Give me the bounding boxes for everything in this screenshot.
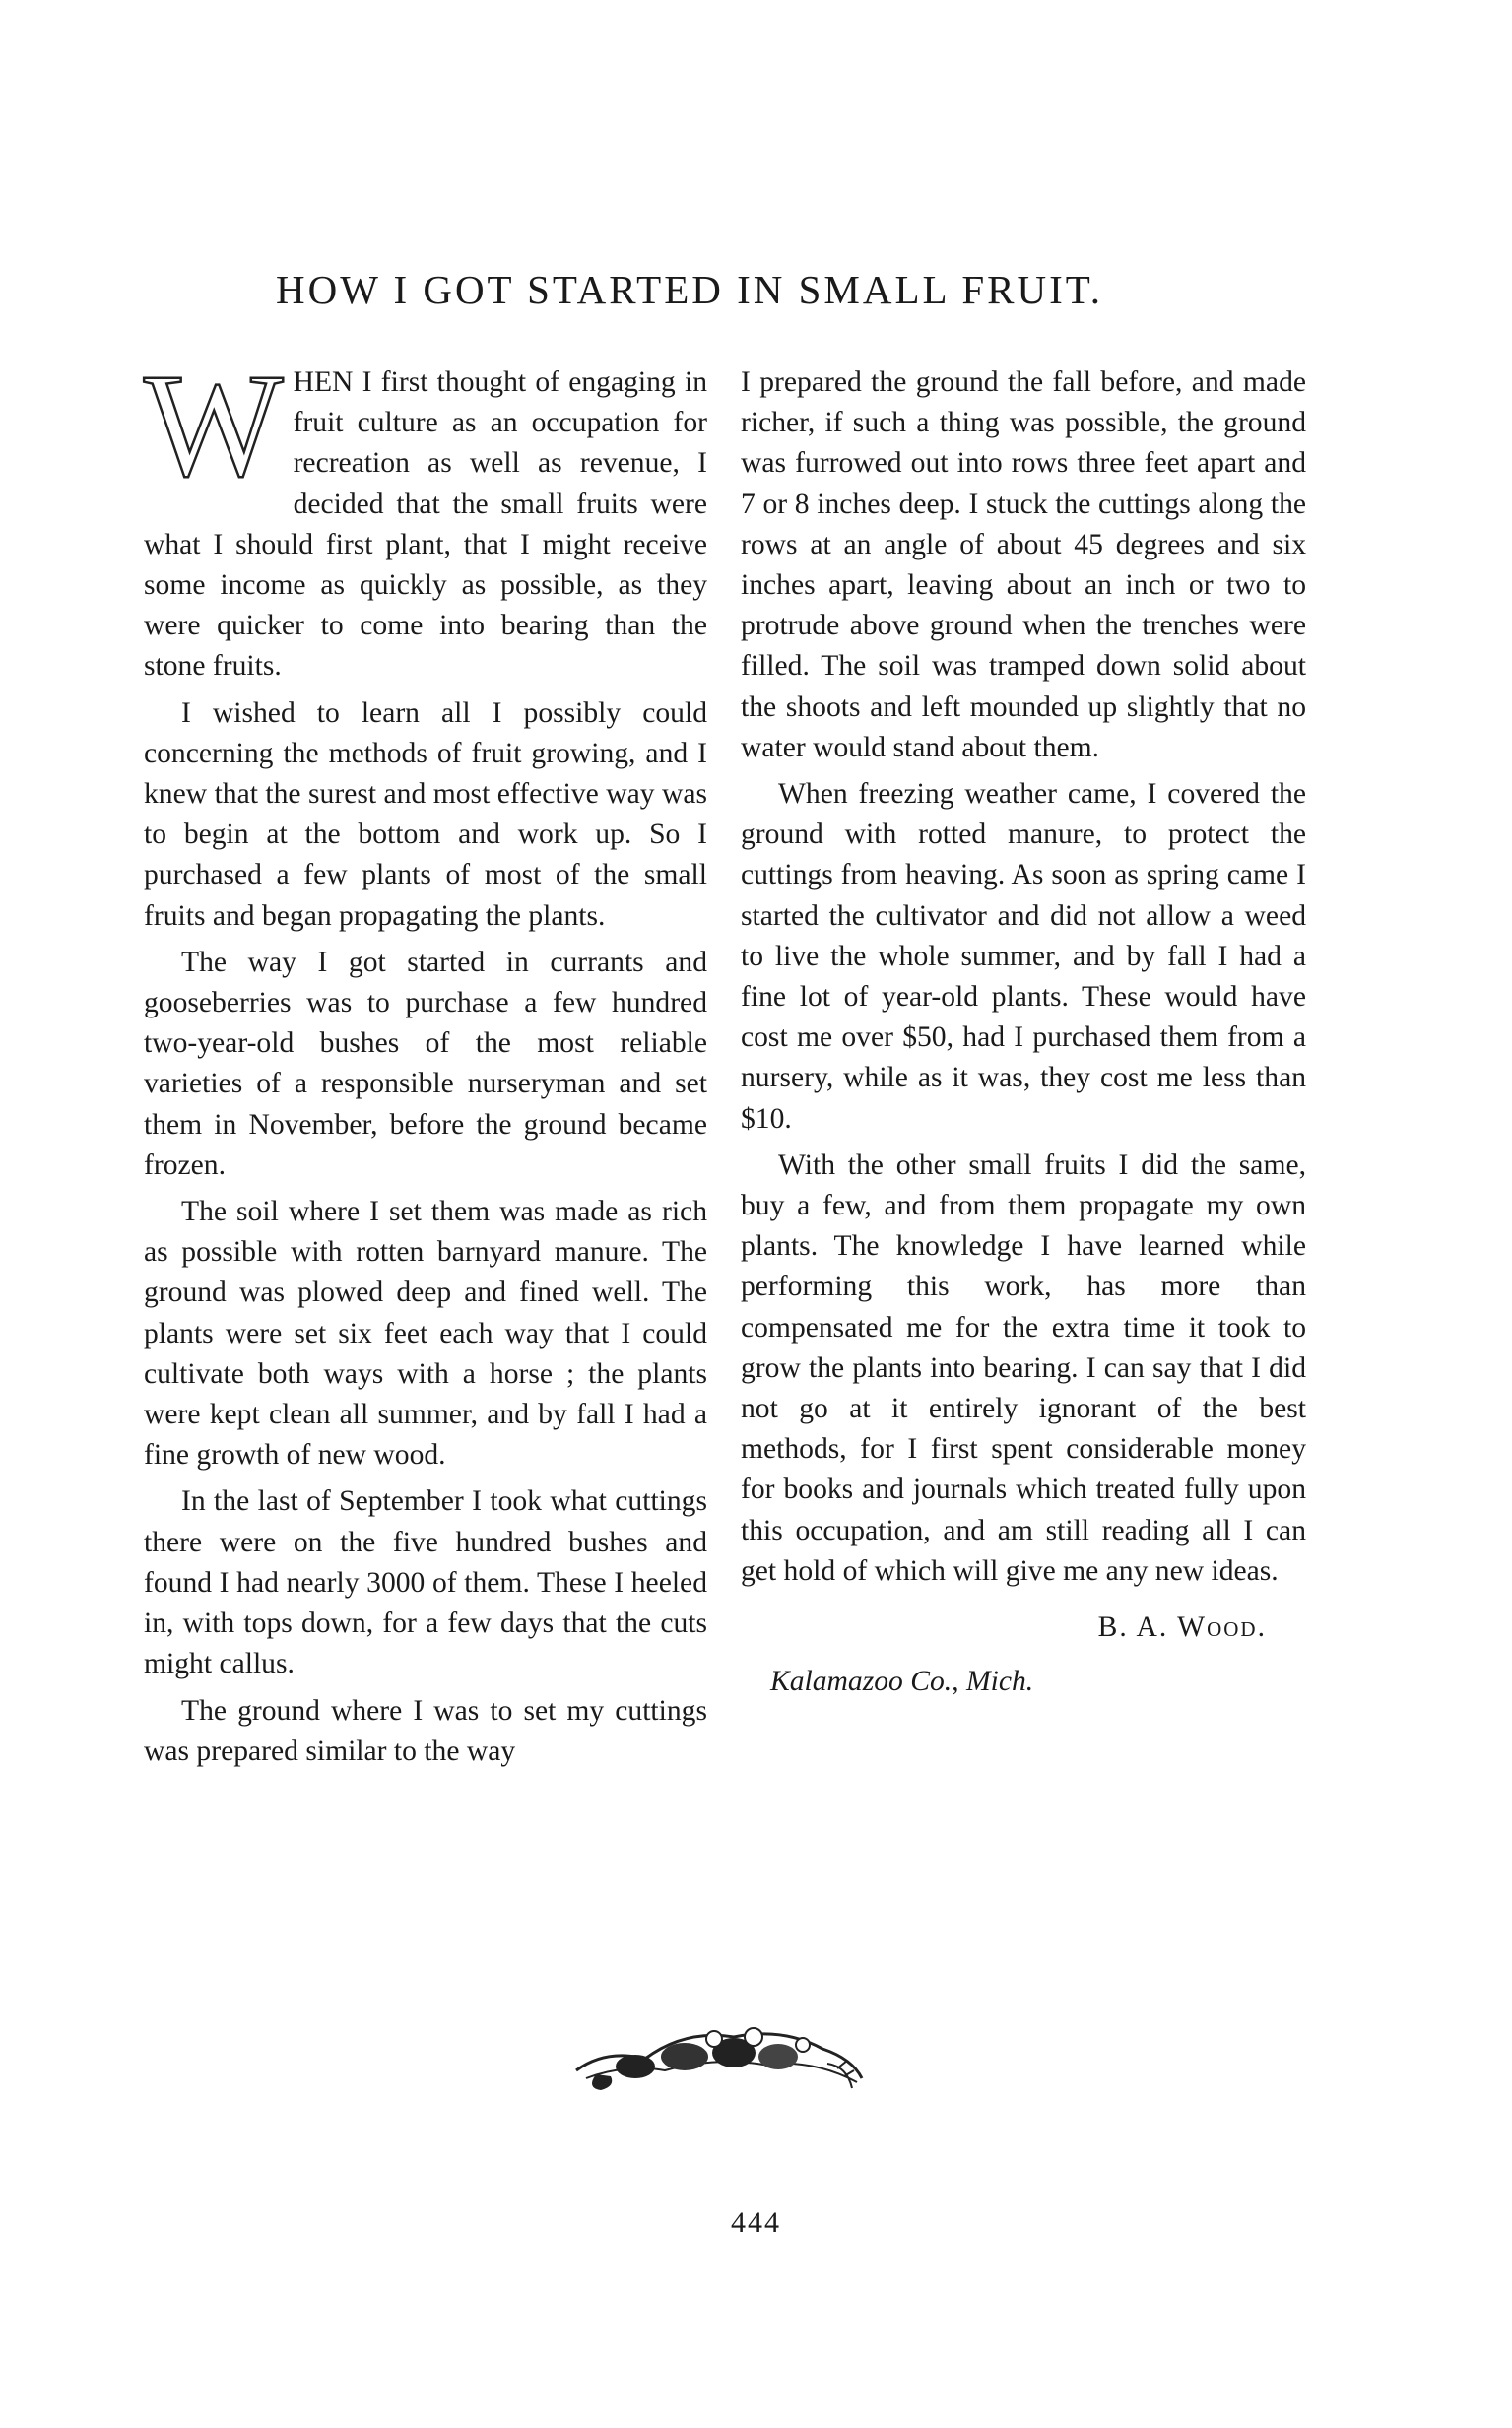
right-column [741,362,1306,1703]
author-location: Kalamazoo Co., Mich. [770,1666,1034,1698]
article-title: HOW I GOT STARTED IN SMALL FRUIT. [276,267,1103,312]
paragraph-1 [144,344,707,688]
paragraph-2: I wished to learn all I possibly could concerning the methods of fruit growing, and I knew that the surest and most effective way was to begin at the bottom and work up. So I purchased a few plants of most of the small fruits and began propagating the plants. [144,696,707,932]
decorative-fruit-ornament-icon [566,2009,872,2098]
first-word-rest: HEN [293,366,354,398]
author-signature: B. A. Wood. [1097,1611,1267,1644]
page-number: 444 [731,2206,781,2239]
paragraph-7: I prepared the ground the fall before, and made richer, if such a thing was possible, the ground was furrowed out into rows three feet apart and 7 or 8 inches deep. I stuck the cuttings along the rows at an angle of about 45 degrees and six inches apart, leaving about an inch or two to protrude above ground when the trenches were filled. The soil was tramped down solid about the shoots and left mounded up slightly that no water would stand about them. [741,366,1306,763]
paragraph-5: In the last of September I took what cuttings there were on the five hundred bushes and found I had nearly 3000 of them. These I heeled in, with tops down, for a few days that the cuts might callus. [144,1485,707,1680]
left-column [144,344,707,1772]
drop-cap-letter: W [144,344,284,507]
paragraph-4: The soil where I set them was made as rich as possible with rotten barnyard manure. The ground was plowed deep and fined well. The plants were set six feet each way that I could cultivate both ways with a horse ; the plants were kept clean all summer, and by fall I had a fine growth of new wood. [144,1196,707,1472]
paragraph-3: The way I got started in currants and gooseberries was to purchase a few hundred two-year-old bushes of the most reliable varieties of a responsible nurseryman and set them in November, before the ground became frozen. [144,946,707,1181]
paragraph-text: I first thought of engaging in fruit culture as an occupation for recreation as well as revenue, I decided that the small fruits were what I should first plant, that I might receive some income as quickly as possible, as they were quicker to come into bearing than the stone fruits. [144,366,707,683]
paragraph-8: When freezing weather came, I covered the ground with rotted manure, to protect the cuttings from heaving. As soon as spring came I started the cultivator and did not allow a weed to live the whole summer, and by fall I had a fine lot of year-old plants. These would have cost me over $50, had I purchased them from a nursery, while as it was, they cost me less than $10. [741,778,1306,1135]
paragraph-9: With the other small fruits I did the same, buy a few, and from them propagate my own plants. The knowledge I have learned while performing this work, has more than compensated me for the extra time it took to grow the plants into bearing. I can say that I did not go at it entirely ignorant of the best methods, for I first spent considerable money for books and journals which treated fully upon this occupation, and am still reading all I can get hold of which will give me any new ideas. [741,1148,1306,1587]
paragraph-6: The ground where I was to set my cuttings was prepared similar to the way [144,1694,707,1767]
